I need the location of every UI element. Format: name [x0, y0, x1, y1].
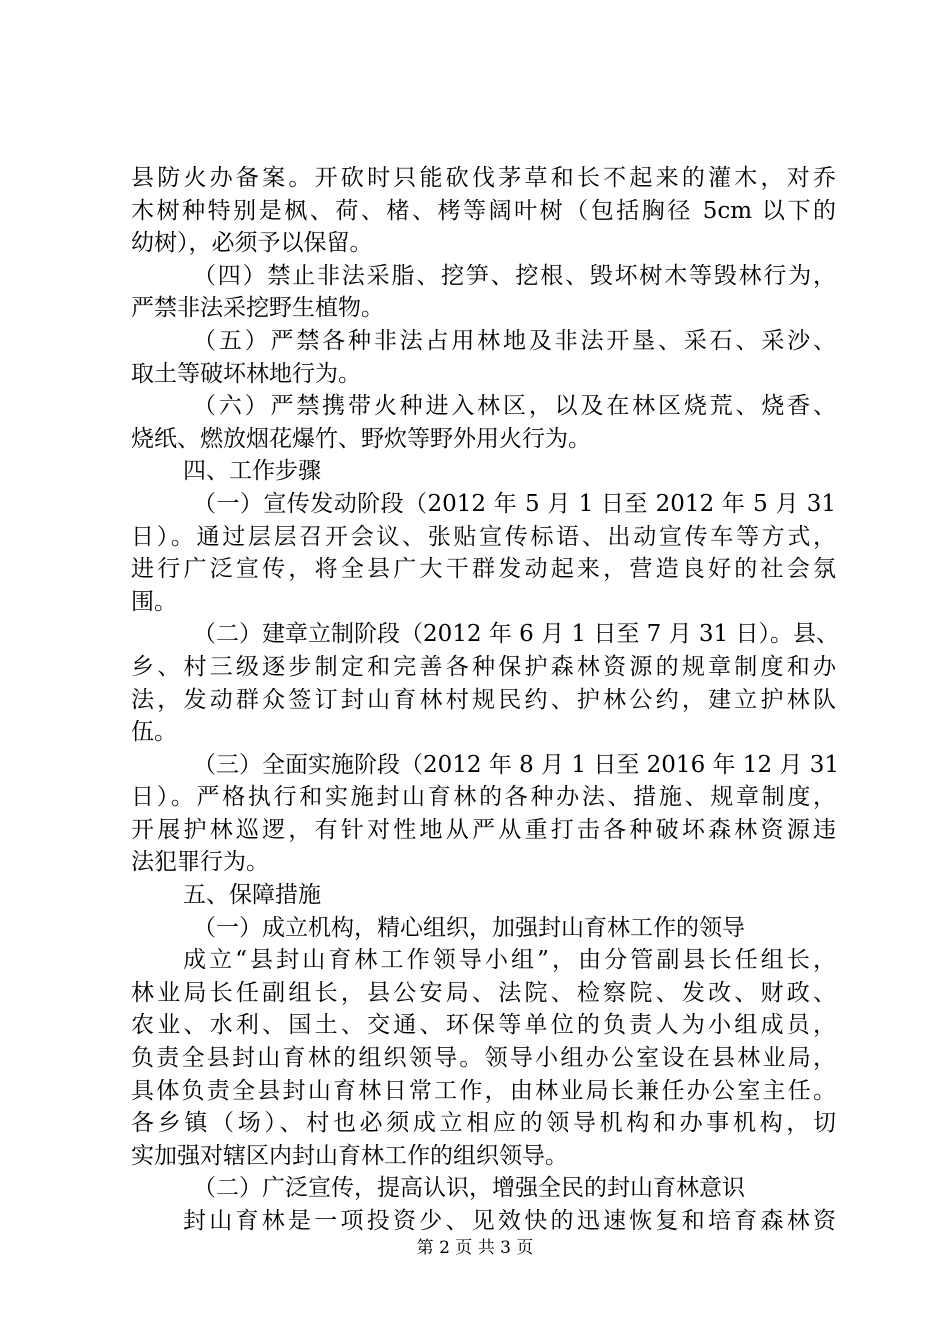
text-line: 乡、村三级逐步制定和完善各种保护森林资源的规章制度和办 [131, 653, 836, 680]
text-line: 烧纸、燃放烟花爆竹、野炊等野外用火行为。 [131, 425, 591, 452]
text-line: 负责全县封山育林的组织领导。领导小组办公室设在县林业局， [131, 1045, 836, 1072]
text-line: 县防火办备案。开砍时只能砍伐茅草和长不起来的灌木，对乔 [131, 165, 836, 191]
page-footer: 第 2 页 共 3 页 [416, 1238, 534, 1258]
text-line: 实加强对辖区内封山育林工作的组织领导。 [131, 1142, 568, 1169]
text-line: （一）成立机构，精心组织，加强封山育林工作的领导 [193, 914, 745, 941]
text-line: 取土等破坏林地行为。 [131, 360, 361, 387]
text-line: 日）。通过层层召开会议、张贴宣传标语、出动宣传车等方式， [131, 523, 836, 550]
text-line: （一）宣传发动阶段（2012 年 5 月 1 日至 2012 年 5 月 31 [193, 490, 836, 517]
text-line: 进行广泛宣传，将全县广大干群发动起来，营造良好的社会氛 [131, 556, 836, 583]
text-line: 农业、水利、国土、交通、环保等单位的负责人为小组成员， [131, 1012, 836, 1039]
text-line: 法犯罪行为。 [131, 849, 269, 876]
text-line: 开展护林巡逻，有针对性地从严从重打击各种破坏森林资源违 [131, 816, 836, 843]
text-line: 日）。严格执行和实施封山育林的各种办法、措施、规章制度， [131, 784, 836, 811]
text-line: 围。 [131, 588, 177, 615]
text-line: 林业局长任副组长，县公安局、法院、检察院、发改、财政、 [131, 979, 836, 1006]
document-body [131, 162, 839, 1238]
text-line: 成立“县封山育林工作领导小组”，由分管副县长任组长， [183, 947, 836, 974]
text-line: 严禁非法采挖野生植物。 [131, 295, 384, 322]
text-line: 封山育林是一项投资少、见效快的迅速恢复和培育森林资 [183, 1208, 836, 1234]
text-line: （二）广泛宣传，提高认识，增强全民的封山育林意识 [193, 1175, 745, 1202]
text-line: 五、保障措施 [183, 882, 321, 909]
text-line: （四）禁止非法采脂、挖笋、挖根、毁坏树木等毁林行为， [193, 262, 836, 289]
text-line: 法，发动群众签订封山育林村规民约、护林公约，建立护林队 [131, 686, 836, 713]
text-line: （六）严禁携带火种进入林区，以及在林区烧荒、烧香、 [193, 393, 836, 420]
text-line: 具体负责全县封山育林日常工作，由林业局长兼任办公室主任。 [131, 1077, 836, 1104]
text-line: （五）严禁各种非法占用林地及非法开垦、采石、采沙、 [193, 327, 836, 354]
text-line: （三）全面实施阶段（2012 年 8 月 1 日至 2016 年 12 月 31 [193, 751, 839, 778]
text-line: 各乡镇（场）、村也必须成立相应的领导机构和办事机构，切 [131, 1110, 836, 1137]
text-line: 四、工作步骤 [183, 458, 321, 485]
text-line: 木树种特别是枫、荷、楮、栲等阔叶树（包括胸径 5cm 以下的 [131, 197, 836, 224]
text-line: 幼树），必须予以保留。 [131, 230, 373, 257]
text-line: （二）建章立制阶段（2012 年 6 月 1 日至 7 月 31 日）。县、 [193, 621, 839, 648]
text-line: 伍。 [131, 719, 177, 746]
